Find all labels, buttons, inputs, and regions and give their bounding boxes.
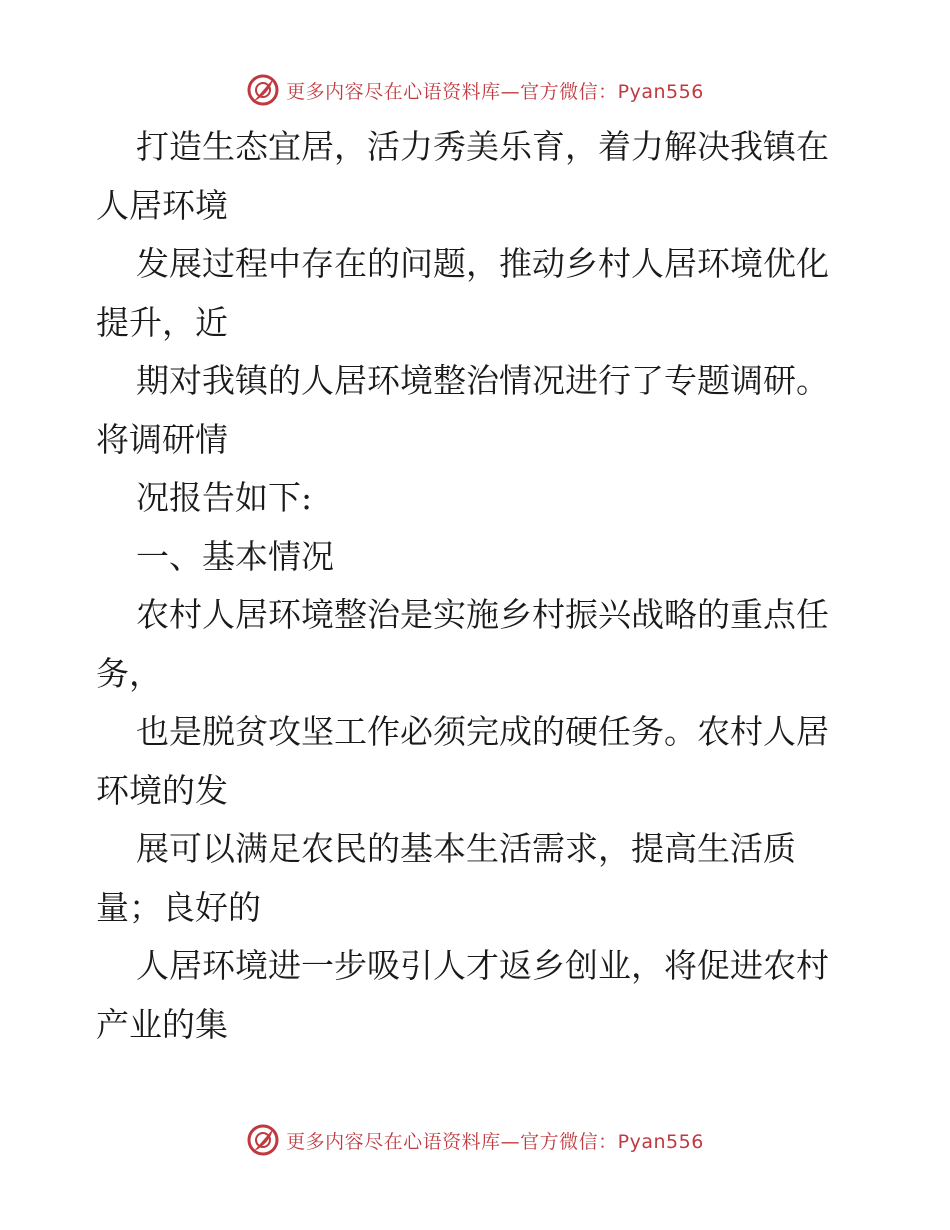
body-line: 打造生态宜居，活力秀美乐育，着力解决我镇在 [136,127,829,166]
body-line: 量；良好的 [96,887,261,927]
body-line: 务， [96,653,162,693]
body-line: 提升，近 [96,302,228,342]
body-line: 展可以满足农民的基本生活需求，提高生活质 [136,829,796,868]
body-line: 将调研情 [96,419,228,459]
section-heading: 一、基本情况 [136,536,334,576]
header-banner [0,70,950,110]
body-line: 发展过程中存在的问题，推动乡村人居环境优化 [136,244,829,283]
footer-text: 更多内容尽在心语资料库—官方微信：Pyan556 [286,1130,704,1153]
footer-banner [0,1120,950,1160]
feather-quill-logo-icon [246,1123,280,1157]
body-line: 人居环境 [96,185,228,225]
body-line: 环境的发 [96,770,228,810]
body-line: 况报告如下: [136,478,313,517]
body-line: 期对我镇的人居环境整治情况进行了专题调研。 [136,361,829,400]
header-text: 更多内容尽在心语资料库—官方微信：Pyan556 [286,80,704,103]
body-line: 产业的集 [96,1004,228,1044]
body-line: 人居环境进一步吸引人才返乡创业，将促进农村 [136,946,829,985]
body-line: 农村人居环境整治是实施乡村振兴战略的重点任 [136,595,829,634]
document-body [96,118,856,1054]
body-line: 也是脱贫攻坚工作必须完成的硬任务。农村人居 [136,712,829,751]
feather-quill-logo-icon [246,73,280,107]
